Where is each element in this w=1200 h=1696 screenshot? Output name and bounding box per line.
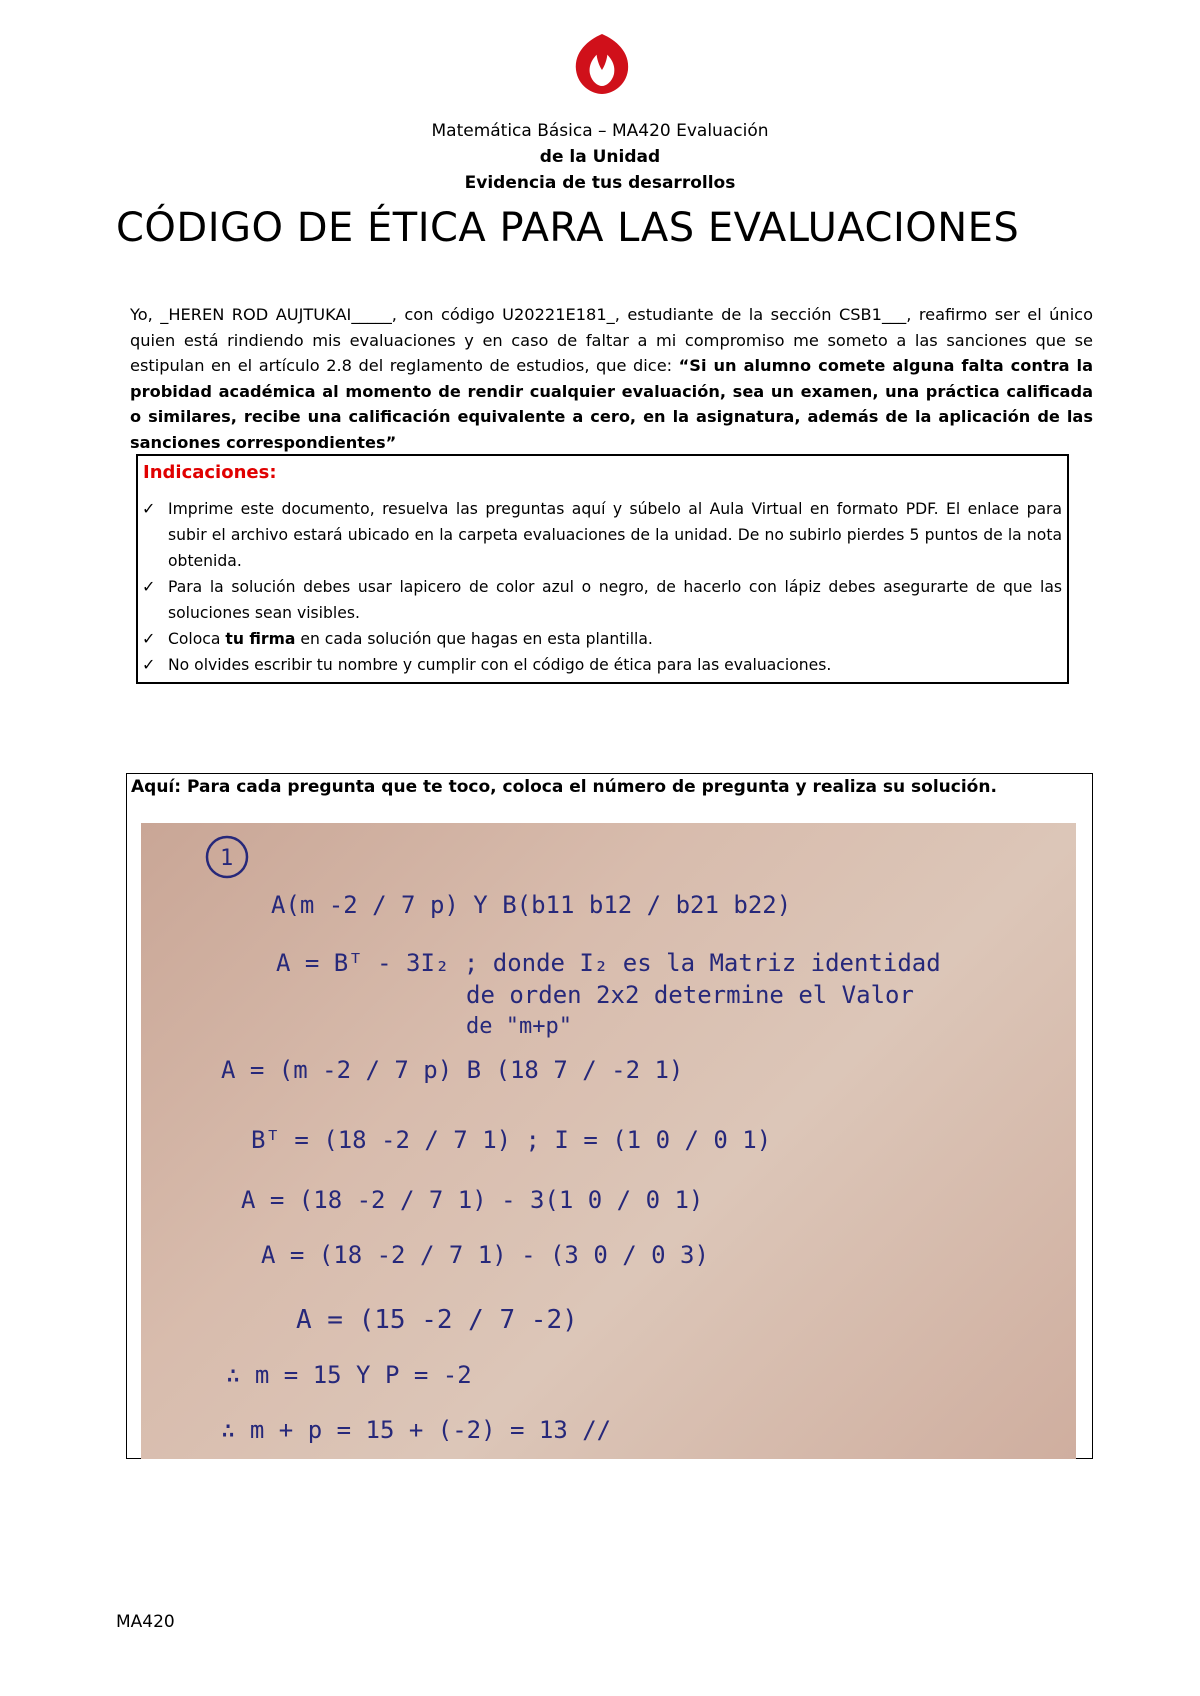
header-course-line: Matemática Básica – MA420 Evaluación [431,121,769,141]
indicacion-text: Para la solución debes usar lapicero de color azul o negro, de hacerlo con lápiz debes asegurarte de que las soluciones sean visibles. [168,578,1062,622]
hw-line: ∴ m = 15 Y P = -2 [226,1361,472,1389]
indicaciones-box [136,454,1069,684]
indicacion-text: en cada solución que hagas en esta plantilla. [295,630,653,648]
indicaciones-title: Indicaciones: [143,462,277,483]
indicacion-text: Coloca [168,630,226,648]
indicacion-text: Imprime este documento, resuelva las preguntas aquí y súbelo al Aula Virtual en formato PDF. El enlace para subir el archivo estará ubicado en la carpeta evaluaciones de la unidad. De no subirlo pierdes 5 puntos de la nota obtenida. [168,500,1062,570]
hw-line: de "m+p" [466,1014,572,1039]
hw-line: A = Bᵀ - 3I₂ ; donde I₂ es la Matriz identidad [276,949,941,977]
pledge-quote: “Si un alumno comete alguna falta contra la probidad académica al momento de rendir cualquier evaluación, sea un examen, una práctica calificada o similares, recibe una calificación equivalente a cero, en la asignatura, además de la aplicación de las sanciones correspondientes” [130,356,1094,452]
indicacion-item [142,652,1062,678]
hw-line: de orden 2x2 determine el Valor [466,981,914,1009]
handwriting-svg [141,823,1076,1459]
check-mark-icon: ✓ [142,655,156,674]
hw-line: A = (18 -2 / 7 1) - 3(1 0 / 0 1) [241,1186,704,1214]
footer-course-code: MA420 [116,1612,175,1632]
check-mark-icon: ✓ [142,499,156,518]
indicacion-item [142,626,1062,652]
hw-line: A(m -2 / 7 p) Y B(b11 b12 / b21 b22) [271,891,792,919]
hw-line: A = (m -2 / 7 p) B (18 7 / -2 1) [221,1056,684,1084]
hw-question-number: 1 [220,846,234,871]
answer-box [126,773,1093,1459]
handwritten-solution-photo [141,823,1076,1459]
indicacion-bold: tu firma [225,630,296,648]
indicacion-item [142,574,1062,626]
page-title: CÓDIGO DE ÉTICA PARA LAS EVALUACIONES [116,205,1020,251]
header-evidence-line: Evidencia de tus desarrollos [464,173,736,193]
ethics-pledge [130,302,1093,455]
hw-line: ∴ m + p = 15 + (-2) = 13 // [221,1416,612,1444]
hw-line: A = (18 -2 / 7 1) - (3 0 / 0 3) [261,1241,709,1269]
pledge-text: Yo, _HEREN ROD AUJTUKAI_____, con código U20221E181_, estudiante de la sección CSB1___, reafirmo ser el único quien está rindiendo mis evaluaciones y en caso de faltar a mi compromiso me someto a las sanciones que se estipulan en el artículo 2.8 del reglamento de estudios, que dice: [130,305,1093,375]
indicacion-item [142,496,1062,574]
hw-line: Bᵀ = (18 -2 / 7 1) ; I = (1 0 / 0 1) [251,1126,772,1154]
hw-line: A = (15 -2 / 7 -2) [296,1305,578,1335]
header-unit-line: de la Unidad [539,147,661,167]
indicacion-text: No olvides escribir tu nombre y cumplir con el código de ética para las evaluaciones. [168,656,832,674]
check-mark-icon: ✓ [142,629,156,648]
check-mark-icon: ✓ [142,577,156,596]
answer-title: Aquí: Para cada pregunta que te toco, coloca el número de pregunta y realiza su solución. [131,777,997,797]
upc-logo [568,30,636,98]
indicaciones-list [142,496,1062,678]
